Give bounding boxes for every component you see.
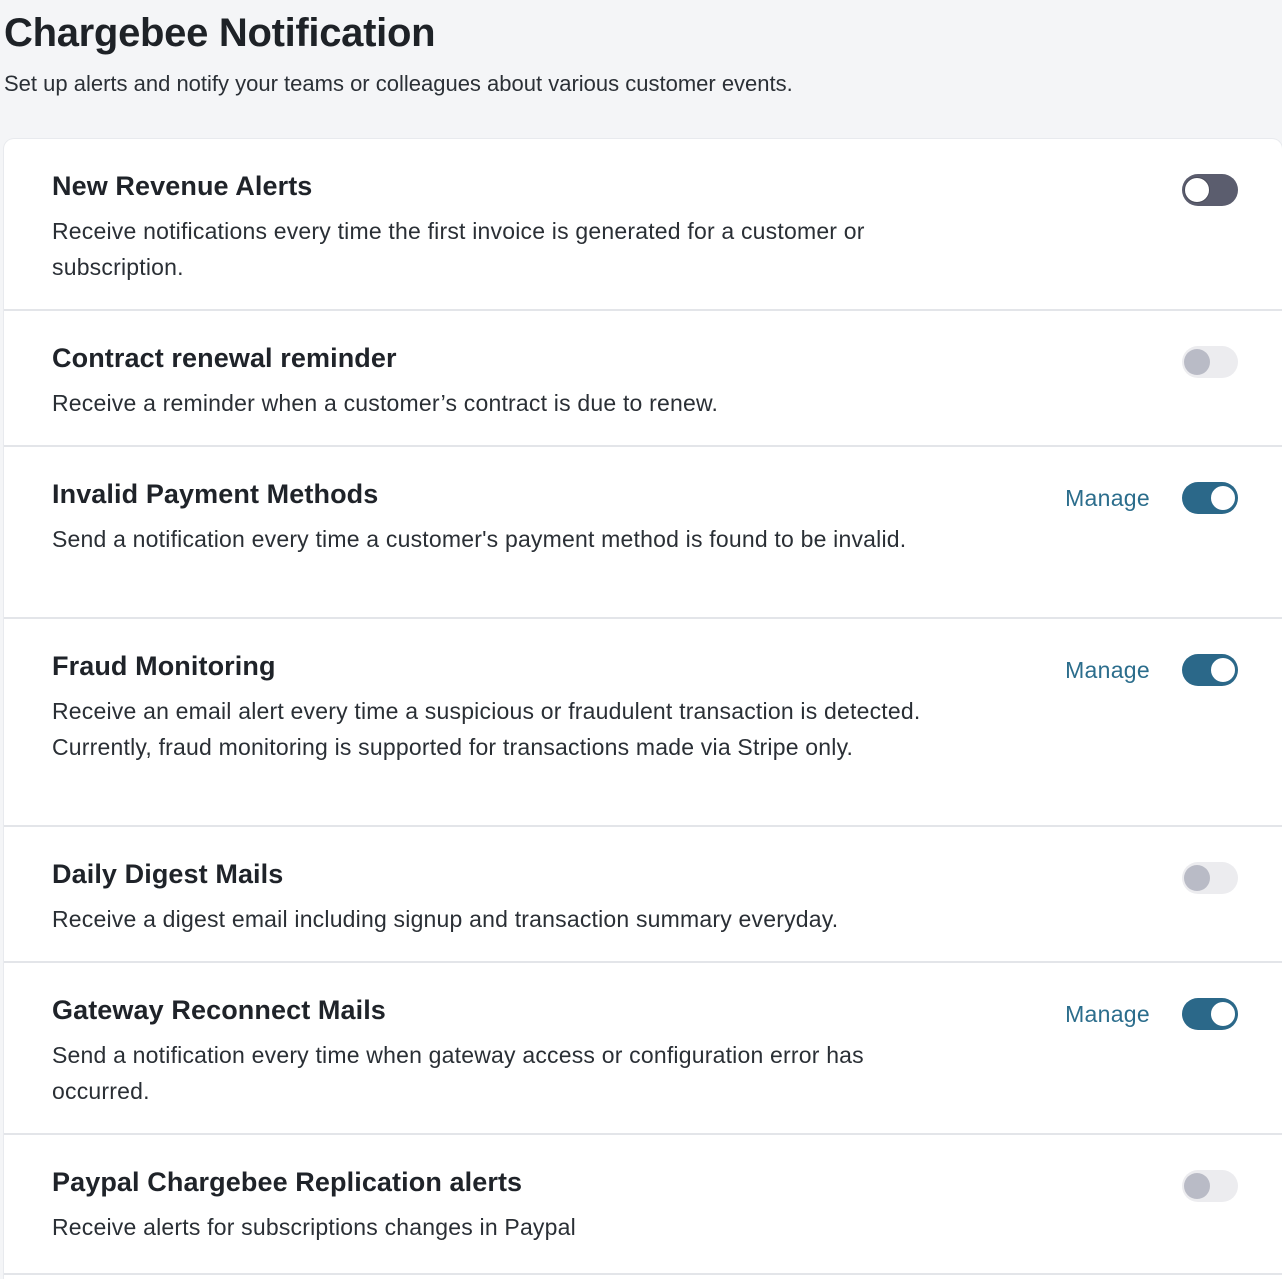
invalid-payment-methods-toggle[interactable]: [1182, 482, 1238, 514]
invalid-payment-methods-manage-link[interactable]: Manage: [1065, 484, 1150, 511]
toggle-knob: [1210, 485, 1236, 511]
row-controls: [1065, 653, 1238, 687]
row-controls: [1182, 345, 1238, 379]
row-controls: [1065, 997, 1238, 1031]
new-revenue-alerts-toggle[interactable]: [1182, 174, 1238, 206]
notification-row-invalid-payment-methods: [4, 447, 1282, 619]
toggle-knob: [1184, 349, 1210, 375]
notification-description: Send a notification every time a customer's payment method is found to be invalid.: [52, 526, 907, 552]
notification-row-contract-renewal-reminder: [4, 311, 1282, 447]
notification-description: Receive an email alert every time a suspicious or fraudulent transaction is detected. Currently, fraud monitoring is supported for transactions made via Stripe only.: [52, 698, 921, 760]
page-header: [4, 0, 1274, 98]
row-controls: [1065, 481, 1238, 515]
toggle-knob: [1210, 1001, 1236, 1027]
notifications-card: [4, 139, 1282, 1279]
notification-row-new-revenue-alerts: [4, 139, 1282, 311]
row-controls: [1182, 173, 1238, 207]
notification-title: Invalid Payment Methods: [52, 479, 379, 509]
notification-title: Daily Digest Mails: [52, 859, 284, 889]
row-controls: [1182, 1169, 1238, 1203]
page-subtitle: Set up alerts and notify your teams or colleagues about various customer events.: [4, 71, 793, 96]
notification-description: Receive a digest email including signup and transaction summary everyday.: [52, 906, 839, 932]
notification-description: Receive notifications every time the first invoice is generated for a customer or subscription.: [52, 218, 865, 280]
fraud-monitoring-manage-link[interactable]: Manage: [1065, 656, 1150, 683]
notification-row-daily-digest-mails: [4, 827, 1282, 963]
notification-description: Receive alerts for subscriptions changes in Paypal: [52, 1214, 576, 1240]
notification-description: Receive a reminder when a customer’s contract is due to renew.: [52, 390, 719, 416]
gateway-reconnect-mails-toggle[interactable]: [1182, 998, 1238, 1030]
notification-title: New Revenue Alerts: [52, 171, 313, 201]
notification-row-fraud-monitoring: [4, 619, 1282, 827]
toggle-knob: [1210, 657, 1236, 683]
gateway-reconnect-mails-manage-link[interactable]: Manage: [1065, 1000, 1150, 1027]
toggle-knob: [1184, 1173, 1210, 1199]
notification-title: Gateway Reconnect Mails: [52, 995, 386, 1025]
fraud-monitoring-toggle[interactable]: [1182, 654, 1238, 686]
row-controls: [1182, 861, 1238, 895]
toggle-knob: [1184, 865, 1210, 891]
notification-row-paypal-chargebee-replication-alerts: [4, 1135, 1282, 1275]
contract-renewal-reminder-toggle[interactable]: [1182, 346, 1238, 378]
paypal-chargebee-replication-alerts-toggle[interactable]: [1182, 1170, 1238, 1202]
notification-description: Send a notification every time when gateway access or configuration error has occurred.: [52, 1042, 864, 1104]
daily-digest-mails-toggle[interactable]: [1182, 862, 1238, 894]
toggle-knob: [1184, 177, 1210, 203]
notification-title: Contract renewal reminder: [52, 343, 397, 373]
page-title: Chargebee Notification: [4, 11, 436, 55]
notification-title: Fraud Monitoring: [52, 651, 276, 681]
notification-title: Paypal Chargebee Replication alerts: [52, 1167, 523, 1197]
notification-row-gateway-reconnect-mails: [4, 963, 1282, 1135]
